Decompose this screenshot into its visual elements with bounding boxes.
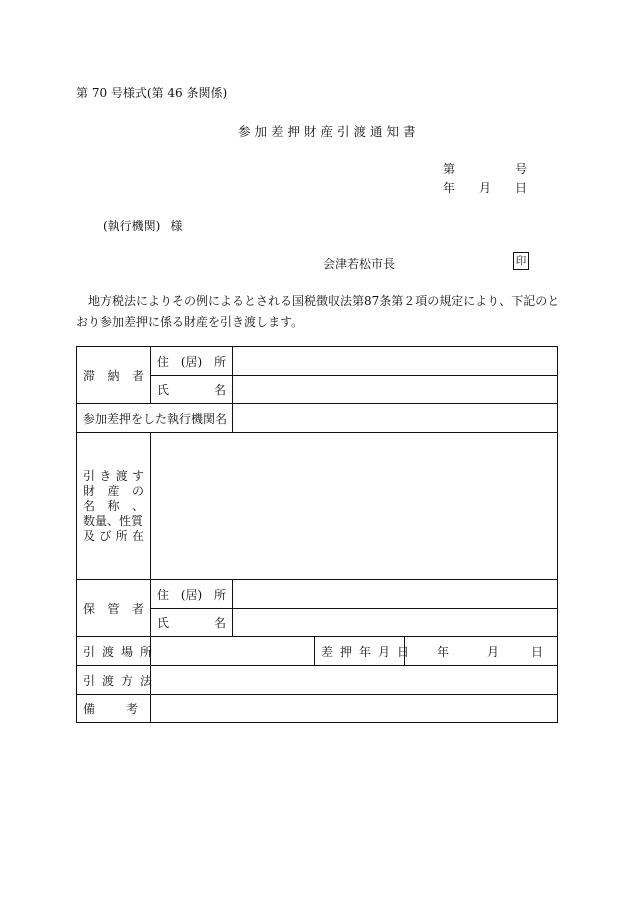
method-label: 引渡方法	[77, 666, 151, 695]
remarks-label: 備 考	[83, 702, 138, 716]
taxpayer-address-label-cell	[151, 347, 233, 376]
transfer-form-table	[76, 346, 558, 723]
property-label-line: 及 び 所 在	[83, 528, 144, 543]
form-number: 第 70 号様式(第 46 条関係)	[76, 86, 228, 100]
number-prefix: 第	[443, 162, 456, 176]
custodian-label: 保 管 者	[83, 601, 144, 616]
custodian-address-label-cell	[151, 580, 233, 609]
method-field[interactable]	[151, 666, 558, 695]
seal-mark: 印	[513, 252, 529, 270]
remarks-label-cell	[77, 695, 151, 723]
agency-label: 参加差押をした執行機関名	[77, 404, 233, 433]
property-label	[77, 433, 151, 580]
taxpayer-name-field[interactable]	[233, 376, 558, 404]
name-label: 氏 名	[157, 383, 226, 397]
body-text: 地方税法によりその例によるとされる国税徴収法第87条第２項の規定により、下記のとおり参加差押に係る財産を引き渡します。	[76, 294, 560, 329]
taxpayer-label-cell	[77, 347, 151, 404]
date-month: 月	[478, 181, 491, 195]
date-year: 年	[443, 181, 456, 195]
seizure-date-field[interactable]	[405, 637, 558, 666]
taxpayer-name-label-cell	[151, 376, 233, 404]
document-number	[443, 160, 527, 177]
property-label-line: 財 産 の	[83, 483, 144, 498]
taxpayer-address-field[interactable]	[233, 347, 558, 376]
address-label: 住 (居) 所	[157, 354, 226, 369]
addressee-name: (執行機関)	[103, 219, 161, 233]
issuer-name: 会津若松市長	[323, 257, 396, 271]
document-date	[443, 179, 527, 196]
taxpayer-label: 滞 納 者	[83, 368, 144, 383]
place-label: 引渡場所	[77, 637, 151, 666]
addressee-honorific: 様	[170, 219, 183, 233]
agency-field[interactable]	[233, 404, 558, 433]
property-label-line: 引 き 渡 す	[83, 468, 144, 483]
address-label: 住 (居) 所	[157, 587, 226, 602]
property-label-line: 数量、性質	[83, 513, 144, 528]
property-label-line: 名 称 、	[83, 498, 144, 513]
custodian-label-cell	[77, 580, 151, 637]
seizure-date-label: 差押年月日	[315, 637, 405, 666]
name-label: 氏 名	[157, 616, 226, 630]
custodian-name-field[interactable]	[233, 609, 558, 637]
seizure-date-units: 年 月 日	[437, 644, 544, 659]
date-day: 日	[514, 181, 527, 195]
custodian-name-label-cell	[151, 609, 233, 637]
number-suffix: 号	[514, 162, 527, 176]
document-title: 参加差押財産引渡通知書	[238, 124, 420, 139]
remarks-field[interactable]	[151, 695, 558, 723]
property-field[interactable]	[151, 433, 558, 580]
addressee	[103, 217, 182, 234]
custodian-address-field[interactable]	[233, 580, 558, 609]
place-field[interactable]	[151, 637, 315, 666]
